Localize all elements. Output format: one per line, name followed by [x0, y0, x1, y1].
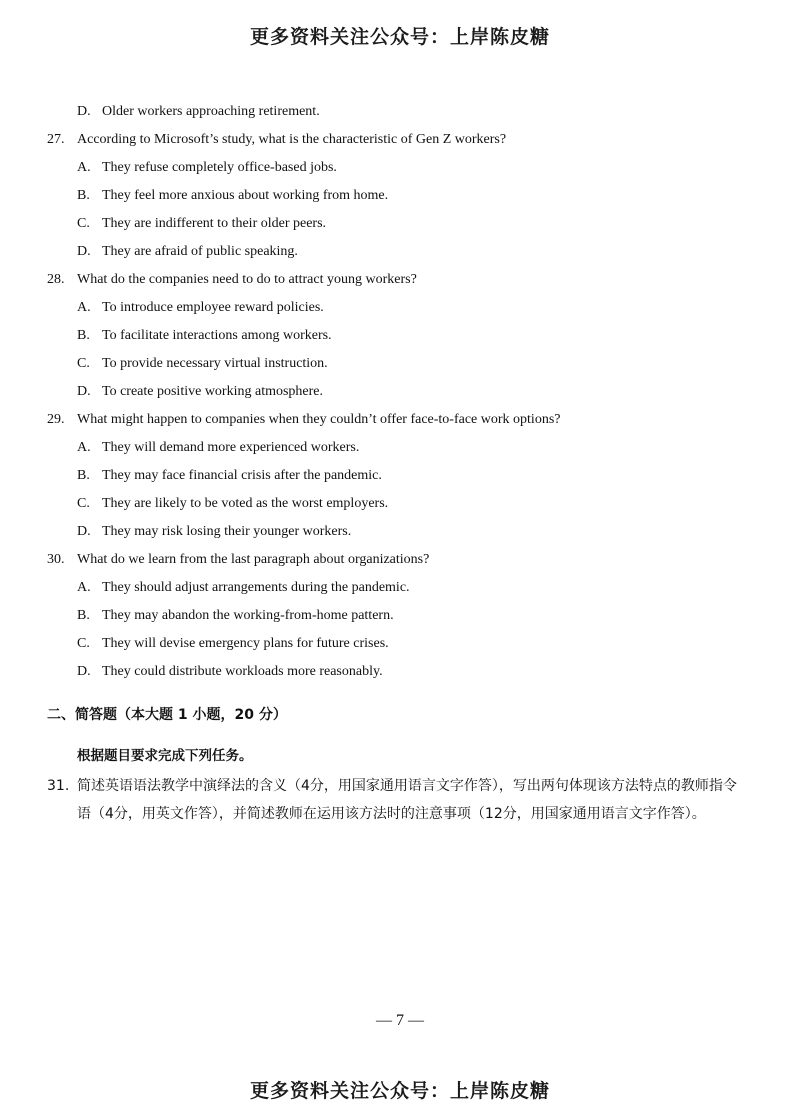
option-text: Older workers approaching retirement.	[102, 104, 320, 119]
option-letter: C.	[77, 496, 90, 511]
option-letter: D.	[77, 104, 91, 119]
option-27-d	[77, 243, 298, 261]
question-text: According to Microsoft’s study, what is the characteristic of Gen Z workers?	[77, 132, 507, 147]
question-27	[47, 131, 506, 149]
option-30-c	[77, 635, 389, 653]
option-letter: A.	[77, 580, 91, 595]
option-letter: B.	[77, 468, 90, 483]
footer-banner: 更多资料关注公众号：上岸陈皮糖	[249, 1080, 550, 1102]
option-text: To provide necessary virtual instruction.	[102, 356, 328, 371]
question-number: 31.	[47, 778, 70, 794]
option-letter: B.	[77, 608, 90, 623]
option-letter: C.	[77, 356, 90, 371]
option-text: They will demand more experienced workers.	[102, 440, 360, 455]
option-letter: A.	[77, 300, 91, 315]
option-29-d	[77, 523, 351, 541]
question-number: 29.	[47, 412, 65, 427]
option-text: They are indifferent to their older peers.	[102, 216, 327, 231]
option-text: They may risk losing their younger workers.	[102, 524, 352, 539]
option-28-d	[77, 383, 323, 401]
option-text: They could distribute workloads more reasonably.	[102, 664, 383, 679]
question-text: What do the companies need to do to attract young workers?	[77, 272, 417, 287]
page-number: — 7 —	[376, 1012, 424, 1029]
question-28	[47, 271, 417, 289]
question-number: 28.	[47, 272, 65, 287]
option-29-c	[77, 495, 388, 513]
option-29-a	[77, 439, 359, 457]
option-letter: B.	[77, 328, 90, 343]
option-text: They should adjust arrangements during the pandemic.	[102, 580, 410, 595]
option-text: To create positive working atmosphere.	[102, 384, 324, 399]
section-instruction: 根据题目要求完成下列任务。	[77, 748, 253, 764]
question-text: 简述英语语法教学中演绎法的含义（4分，用国家通用语言文字作答），写出两句体现该方法特点的教师指令语（4分，用英文作答），并简述教师在运用该方法时的注意事项（12分，用国家通用语言文字作答）。	[77, 778, 737, 822]
option-28-a	[77, 299, 324, 317]
option-letter: D.	[77, 244, 91, 259]
option-letter: C.	[77, 216, 90, 231]
question-31	[47, 772, 757, 828]
option-letter: D.	[77, 524, 91, 539]
option-text: They refuse completely office-based jobs.	[102, 160, 337, 175]
option-28-b	[77, 327, 332, 345]
option-28-c	[77, 355, 328, 373]
question-number: 27.	[47, 132, 65, 147]
section-heading: 二、简答题（本大题 1 小题，20 分）	[47, 707, 287, 723]
header-banner: 更多资料关注公众号：上岸陈皮糖	[249, 26, 550, 48]
option-letter: D.	[77, 664, 91, 679]
option-text: They are likely to be voted as the worst employers.	[102, 496, 389, 511]
option-30-d	[77, 663, 383, 681]
question-number: 30.	[47, 552, 65, 567]
option-text: They feel more anxious about working from home.	[102, 188, 389, 203]
question-text: What do we learn from the last paragraph about organizations?	[77, 552, 430, 567]
option-text: They may face financial crisis after the pandemic.	[102, 468, 382, 483]
option-letter: D.	[77, 384, 91, 399]
option-letter: C.	[77, 636, 90, 651]
option-letter: A.	[77, 440, 91, 455]
option-30-a	[77, 579, 410, 597]
option-text: They may abandon the working-from-home pattern.	[102, 608, 394, 623]
question-text: What might happen to companies when they couldn’t offer face-to-face work options?	[77, 412, 561, 427]
option-30-b	[77, 607, 394, 625]
option-letter: B.	[77, 188, 90, 203]
option-27-c	[77, 215, 326, 233]
option-text: They will devise emergency plans for future crises.	[102, 636, 389, 651]
option-text: They are afraid of public speaking.	[102, 244, 298, 259]
question-29	[47, 411, 561, 429]
option-text: To facilitate interactions among workers.	[102, 328, 332, 343]
option-26-d	[77, 103, 320, 121]
option-letter: A.	[77, 160, 91, 175]
option-29-b	[77, 467, 382, 485]
question-30	[47, 551, 429, 569]
option-27-a	[77, 159, 337, 177]
option-text: To introduce employee reward policies.	[102, 300, 324, 315]
option-27-b	[77, 187, 388, 205]
